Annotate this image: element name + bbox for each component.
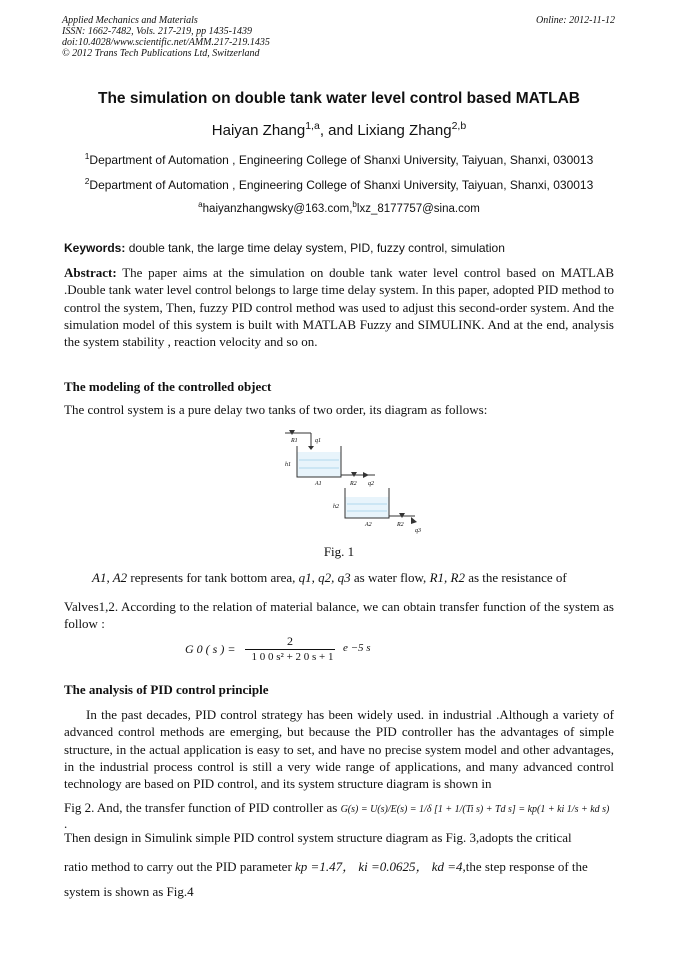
- affiliation-2-sup: 2: [84, 176, 90, 186]
- section-heading-pid: The analysis of PID control principle: [64, 682, 269, 697]
- abstract-label: Abstract:: [64, 265, 117, 280]
- keywords-text: double tank, the large time delay system, PID, fuzzy control, simulation: [128, 241, 505, 255]
- kd-value: kd =4,: [431, 859, 466, 874]
- eq-denominator: 1 0 0 s² + 2 0 s + 1: [251, 651, 334, 663]
- section2-para1: In the past decades, PID control strategy has been widely used. in industrial .Although a variety of advanced control methods are emerging, but because the PID controller has the advantages of simple structure, in the actual application is easy to set, and have no precise system model and other advantages, in the industrial process control is still a very wide range of applications, and many advanced control technology are based on PID control, and its system structure diagram is shown in: [64, 707, 614, 792]
- author-sep: , and: [319, 122, 358, 139]
- email-a[interactable]: haiyanzhangwsky@163.com,: [202, 203, 353, 215]
- paper-title: The simulation on double tank water level control based MATLAB: [98, 90, 580, 107]
- abstract-text: The paper aims at the simulation on double tank water level control based on MATLAB .Double tank water level control belongs to large time delay system. In this paper, adopted PID method to control the system, Then, fuzzy PID control method was used to adjust this second-order system. And the simulation model of this system is built with MATLAB Fuzzy and SIMULINK. And at the end, analysis the system stability , reaction velocity and so on.: [64, 265, 614, 350]
- journal-header: [62, 15, 270, 59]
- email-a-sup: a: [198, 200, 203, 210]
- journal-name: Applied Mechanics and Materials: [62, 15, 198, 26]
- issn: ISSN: 1662-7482, Vols. 217-219, pp 1435-1439: [62, 26, 252, 37]
- label-r3: R2: [397, 522, 404, 528]
- tank1-water: [297, 452, 341, 477]
- para1-text-f: as the resistance of: [464, 570, 567, 585]
- label-a1: A1: [315, 481, 322, 487]
- email-b-sup: b: [352, 200, 357, 210]
- label-q3: q3: [415, 528, 421, 534]
- copyright: © 2012 Trans Tech Publications Ltd, Switzerland: [62, 48, 260, 59]
- resistance-symbols: R1, R2: [429, 570, 465, 585]
- section-heading-modeling: The modeling of the controlled object: [64, 379, 272, 394]
- author-2-sup: 2,b: [451, 120, 467, 132]
- para1-text-b: represents for tank bottom area,: [127, 570, 299, 585]
- affiliation-2: [0, 178, 678, 192]
- kp-value: kp =1.47，: [295, 859, 356, 874]
- q2-arrow-head: [363, 472, 369, 478]
- affiliation-1-text: Department of Automation , Engineering College of Shanxi University, Taiyuan, Shanxi, 030013: [89, 153, 594, 167]
- eq-numerator: 2: [287, 634, 293, 648]
- abstract: [64, 264, 614, 350]
- section2-para5: system is shown as Fig.4: [64, 884, 194, 899]
- section2-para2: [64, 800, 614, 832]
- email-line: [0, 200, 678, 215]
- author-1: Haiyan Zhang: [211, 122, 306, 139]
- ki-value: ki =0.0625，: [358, 859, 429, 874]
- transfer-function-equation: [185, 636, 385, 670]
- label-a2: A2: [365, 522, 372, 528]
- para4-start: ratio method to carry out the PID parameter: [64, 859, 296, 874]
- label-r1: R1: [291, 438, 298, 444]
- eq-exponent: e −5 s: [343, 642, 371, 654]
- author-line: [0, 122, 678, 139]
- section2-para3: Then design in Simulink simple PID control system structure diagram as Fig. 3,adopts the critical: [64, 830, 572, 845]
- area-symbols: A1, A2: [92, 570, 128, 585]
- label-r2: R2: [350, 481, 357, 487]
- author-1-sup: 1,a: [305, 120, 320, 132]
- affiliation-1-sup: 1: [84, 151, 90, 161]
- label-h1: h1: [285, 462, 291, 468]
- section1-para1: [92, 570, 614, 586]
- label-h2: h2: [333, 504, 339, 510]
- keywords: [64, 241, 505, 255]
- affiliation-1: [0, 153, 678, 167]
- label-q2: q2: [368, 481, 374, 487]
- pid-equation: G(s) = U(s)/E(s) = 1/δ [1 + 1/(Ti s) + Td s] = kp(1 + ki 1/s + kd s): [340, 804, 610, 815]
- flow-symbols: q1, q2, q3: [298, 570, 351, 585]
- online-date: Online: 2012-11-12: [536, 15, 615, 26]
- double-tank-diagram: [275, 430, 425, 540]
- para2-start: Fig 2. And, the transfer function of PID controller as: [64, 800, 338, 815]
- para2-end: .: [64, 816, 68, 831]
- tank-figure-svg: [275, 430, 425, 540]
- section1-para2: Valves1,2. According to the relation of material balance, we can obtain transfer function of the system as follow :: [64, 599, 614, 632]
- tank2-water: [345, 497, 389, 518]
- para4-end: the step response of the: [465, 859, 588, 874]
- affiliation-2-text: Department of Automation , Engineering College of Shanxi University, Taiyuan, Shanxi, 030013: [89, 178, 594, 192]
- eq-fraction-bar: [245, 649, 335, 650]
- q3-arrow-head: [411, 517, 417, 524]
- fig1-caption: Fig. 1: [323, 544, 355, 559]
- section2-para4: [64, 856, 614, 875]
- para1-text-d: as water flow,: [350, 570, 430, 585]
- keywords-label: Keywords:: [64, 241, 126, 255]
- email-b[interactable]: lxz_8177757@sina.com: [356, 203, 480, 215]
- eq-lhs: G 0 ( s ) =: [185, 642, 236, 656]
- q1-arrow-head: [308, 446, 314, 450]
- doi: doi:10.4028/www.scientific.net/AMM.217-219.1435: [62, 37, 270, 48]
- label-q1: q1: [315, 438, 321, 444]
- section1-intro: The control system is a pure delay two tanks of two order, its diagram as follows:: [64, 402, 488, 417]
- author-2: Lixiang Zhang: [357, 122, 452, 139]
